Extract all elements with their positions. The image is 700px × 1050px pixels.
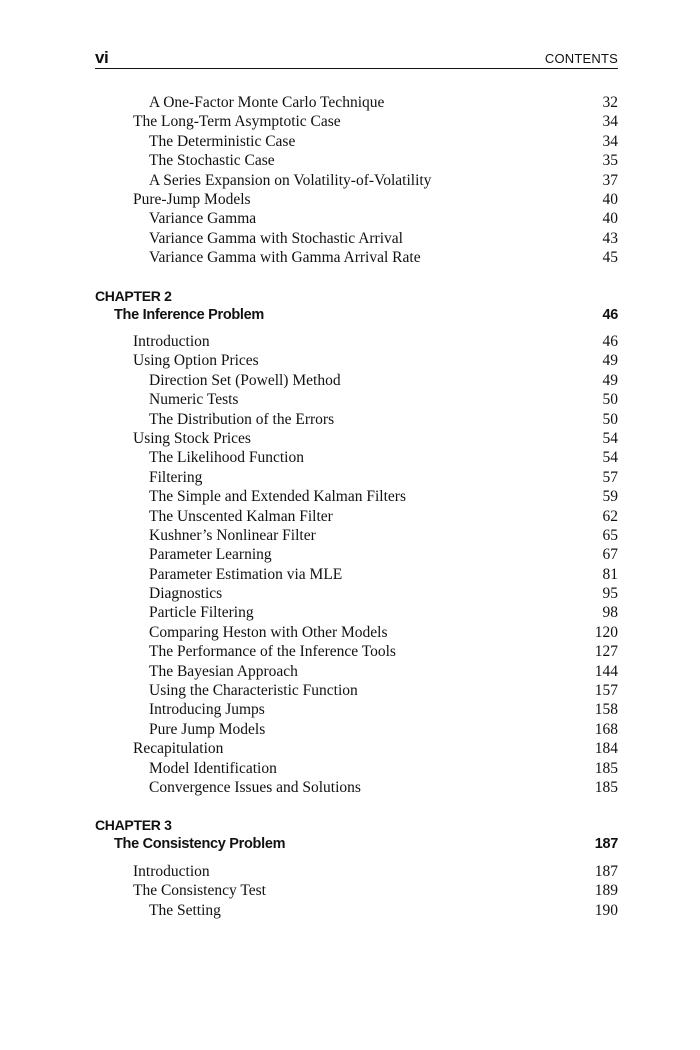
toc-entry-page: 35: [602, 152, 618, 170]
toc-entry[interactable]: [95, 700, 618, 719]
toc-entry-title: Variance Gamma with Gamma Arrival Rate: [149, 249, 421, 267]
toc-entry-page: 49: [602, 352, 618, 370]
toc-entry-title: A One-Factor Monte Carlo Technique: [149, 94, 385, 111]
toc-entry[interactable]: [95, 171, 618, 190]
toc-entry[interactable]: [95, 507, 618, 526]
toc-entry-page: 144: [594, 662, 618, 680]
toc-entry[interactable]: [95, 642, 618, 661]
toc-entry-page: 187: [594, 863, 618, 880]
toc-entry-title: The Simple and Extended Kalman Filters: [149, 488, 406, 506]
toc-entry-title: Variance Gamma with Stochastic Arrival: [149, 229, 403, 247]
toc-entry-page: 189: [594, 882, 618, 900]
toc-entry-page: 62: [602, 507, 618, 525]
toc-entry[interactable]: [95, 584, 618, 603]
toc-entry[interactable]: [95, 603, 618, 622]
toc-entry-title: The Long-Term Asymptotic Case: [133, 113, 341, 131]
chapter-2-page: 46: [602, 307, 618, 323]
toc-entry-page: 158: [594, 701, 618, 719]
toc-entry-title: Direction Set (Powell) Method: [149, 371, 341, 389]
toc-entry-page: 59: [602, 488, 618, 506]
toc-entry-page: 34: [602, 132, 618, 150]
chapter-3-page: 187: [594, 836, 618, 852]
running-header: [95, 48, 618, 69]
toc-entry-title: Variance Gamma: [149, 210, 257, 228]
toc-entry-title: Using the Characteristic Function: [149, 682, 358, 700]
toc-entry-title: The Deterministic Case: [149, 132, 296, 150]
toc-entry-title: Kushner’s Nonlinear Filter: [149, 526, 316, 544]
toc-entry-page: 45: [602, 249, 618, 267]
toc-entry-page: 40: [602, 190, 618, 208]
toc-entry-title: Parameter Estimation via MLE: [149, 565, 343, 583]
toc-entry[interactable]: [95, 662, 618, 681]
toc-entry-title: The Distribution of the Errors: [149, 410, 335, 428]
toc-entry[interactable]: [95, 881, 618, 900]
toc-entry-title: Filtering: [149, 468, 203, 486]
toc-entry-title: A Series Expansion on Volatility-of-Volatility: [149, 171, 432, 189]
toc-entry-page: 81: [602, 565, 618, 583]
toc-entry-title: The Likelihood Function: [149, 449, 304, 467]
page-folio: vi: [95, 48, 109, 67]
toc-entry-page: 65: [602, 526, 618, 544]
toc-entry[interactable]: [95, 901, 618, 920]
toc-entry-title: Introducing Jumps: [149, 701, 265, 719]
running-title: CONTENTS: [544, 51, 618, 66]
toc-entry-title: Parameter Learning: [149, 546, 272, 564]
toc-entry-page: 190: [594, 901, 618, 919]
toc-entry[interactable]: [95, 526, 618, 545]
chapter-2-heading[interactable]: [95, 307, 618, 327]
toc-entry-page: 43: [602, 229, 618, 247]
toc-entry-title: Introduction: [133, 863, 210, 880]
toc-entry-page: 185: [594, 759, 618, 777]
toc-entry-page: 50: [602, 410, 618, 428]
toc-entry-page: 32: [602, 94, 618, 111]
toc-entry[interactable]: [95, 468, 618, 487]
toc-entry-title: Introduction: [133, 333, 210, 350]
chapter-2-label: CHAPTER 2: [95, 288, 172, 304]
toc-entry[interactable]: [95, 351, 618, 370]
toc-entry-page: 34: [602, 113, 618, 131]
chapter-3-label: CHAPTER 3: [95, 817, 172, 833]
toc-entry[interactable]: [95, 390, 618, 409]
toc-entry[interactable]: [95, 565, 618, 584]
toc-entry-page: 49: [602, 371, 618, 389]
toc-entry-page: 98: [602, 604, 618, 622]
toc-entry-page: 67: [602, 546, 618, 564]
toc-entry-title: Convergence Issues and Solutions: [149, 778, 361, 796]
toc-entry[interactable]: [95, 190, 618, 209]
toc-entry-title: Pure-Jump Models: [133, 190, 251, 208]
toc-entry[interactable]: [95, 681, 618, 700]
chapter-2-title: The Inference Problem: [114, 307, 265, 323]
toc-entry[interactable]: [95, 778, 618, 797]
toc-entry-title: The Consistency Test: [133, 882, 266, 900]
chapter-3-entries: [95, 862, 618, 920]
chapter-3-title: The Consistency Problem: [114, 836, 286, 852]
toc-entry-page: 54: [602, 429, 618, 447]
toc-entry[interactable]: [95, 862, 618, 881]
toc-entry[interactable]: [95, 410, 618, 429]
toc-entry-page: 54: [602, 449, 618, 467]
toc-entry-title: Pure Jump Models: [149, 720, 266, 738]
toc-entry[interactable]: [95, 151, 618, 170]
toc-entry-page: 50: [602, 391, 618, 409]
toc-entry[interactable]: [95, 487, 618, 506]
toc-entry-title: The Unscented Kalman Filter: [149, 507, 333, 525]
toc-entry[interactable]: [95, 545, 618, 564]
chapter-2-entries: [95, 332, 618, 797]
toc-entry-page: 95: [602, 585, 618, 603]
toc-entry[interactable]: [95, 332, 618, 351]
toc-entry-page: 46: [602, 333, 618, 350]
toc-entry-page: 127: [594, 643, 618, 661]
toc-entry[interactable]: [95, 739, 618, 758]
toc-section-continued: [95, 93, 618, 268]
toc-entry-title: Using Stock Prices: [133, 429, 251, 447]
toc-entry-title: Recapitulation: [133, 740, 224, 758]
toc-entry-title: The Performance of the Inference Tools: [149, 643, 396, 661]
toc-entry[interactable]: [95, 93, 618, 112]
toc-entry-title: Comparing Heston with Other Models: [149, 623, 388, 641]
toc-entry[interactable]: [95, 448, 618, 467]
toc-entry[interactable]: [95, 371, 618, 390]
toc-entry[interactable]: [95, 248, 618, 267]
toc-entry-page: 184: [594, 740, 618, 758]
toc-entry-title: Model Identification: [149, 759, 277, 777]
toc-entry[interactable]: [95, 229, 618, 248]
toc-entry-title: Numeric Tests: [149, 391, 239, 409]
toc-entry-title: The Stochastic Case: [149, 152, 275, 170]
toc-entry-page: 37: [602, 171, 618, 189]
toc-entry-title: Particle Filtering: [149, 604, 254, 622]
toc-entry[interactable]: [95, 720, 618, 739]
toc-entry-page: 120: [594, 623, 618, 641]
toc-entry-title: Using Option Prices: [133, 352, 259, 370]
toc-entry[interactable]: [95, 759, 618, 778]
toc-entry[interactable]: [95, 429, 618, 448]
toc-entry-title: The Bayesian Approach: [149, 662, 298, 680]
toc-entry-title: Diagnostics: [149, 585, 223, 603]
chapter-3-heading[interactable]: [95, 836, 618, 856]
toc-entry-page: 57: [602, 468, 618, 486]
toc-entry-title: The Setting: [149, 901, 221, 919]
toc-entry-page: 168: [594, 720, 618, 738]
toc-entry[interactable]: [95, 623, 618, 642]
toc-entry[interactable]: [95, 209, 618, 228]
toc-entry-page: 40: [602, 210, 618, 228]
toc-entry[interactable]: [95, 132, 618, 151]
toc-entry-page: 185: [594, 778, 618, 796]
toc-entry-page: 157: [594, 682, 618, 700]
toc-entry[interactable]: [95, 112, 618, 131]
